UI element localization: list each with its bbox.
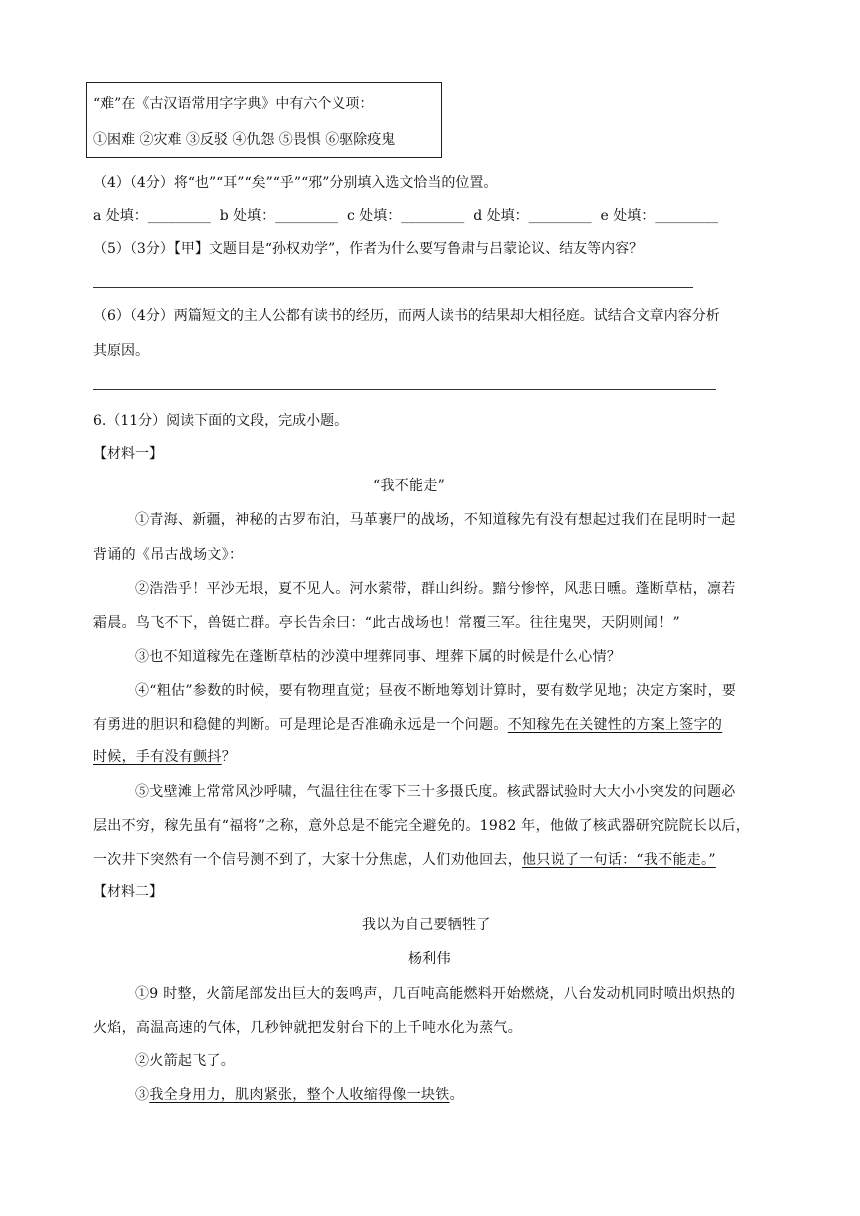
- q4-fill-blanks: a 处填：_________ b 处填：_________ c 处填：_________ d 处填：_________ e 处填：_________: [93, 208, 719, 224]
- m1-underlined-sentence-1-cont: 时候，手有没有颤抖: [93, 749, 222, 765]
- m1-paragraph-4c: [93, 746, 236, 766]
- material-2-label: 【材料二】: [93, 884, 163, 900]
- material-2-author: 杨利伟: [408, 951, 451, 967]
- definition-box: [86, 82, 442, 158]
- m2-p3-number: ③: [135, 1087, 150, 1103]
- definition-line-1: “难”在《古汉语常用字字典》中有六个义项：: [93, 96, 374, 112]
- m1-paragraph-5b: 层出不穷，稼先虽有“福将”之称，意外总是不能完全避免的。1982 年，他做了核武器研究院院长以后，: [93, 818, 751, 834]
- m1-paragraph-2a: ②浩浩乎！平沙无垠，夏不见人。河水萦带，群山纠纷。黯兮惨悴，风悲日曛。蓬断草枯，凛若: [135, 581, 736, 597]
- definition-line-2: ①困难 ②灾难 ③反驳 ④仇怨 ⑤畏惧 ⑥驱除疫鬼: [93, 132, 396, 148]
- m2-p3-period: 。: [449, 1087, 464, 1103]
- q5-answer-line[interactable]: [93, 287, 693, 288]
- m1-underlined-sentence-2: 他只说了一句话：“我不能走。”: [522, 852, 716, 868]
- q5-prompt: （5）（3分）【甲】文题目是“孙权劝学”，作者为什么要写鲁肃与吕蒙论议、结友等内容？: [93, 241, 644, 257]
- m1-paragraph-4a: ④“粗估”参数的时候，要有物理直觉；昼夜不断地筹划计算时，要有数学见地；决定方案时，要: [135, 683, 737, 699]
- m1-p5c-text: 一次井下突然有一个信号测不到了，大家十分焦虑，人们劝他回去，: [93, 852, 522, 868]
- m1-paragraph-1b: 背诵的《吊古战场文》：: [93, 547, 244, 563]
- m2-paragraph-3: [135, 1084, 464, 1104]
- m2-paragraph-1b: 火焰，高温高速的气体，几秒钟就把发射台下的上千吨水化为蒸气。: [93, 1020, 522, 1036]
- material-2-title: 我以为自己要牺牲了: [362, 917, 491, 933]
- m1-paragraph-1a: ①青海、新疆，神秘的古罗布泊，马革裹尸的战场，不知道稼先有没有想起过我们在昆明时一起: [135, 512, 736, 528]
- m2-paragraph-2: ②火箭起飞了。: [135, 1053, 236, 1069]
- m1-paragraph-4b: [93, 714, 722, 734]
- m1-paragraph-3: ③也不知道稼先在蓬断草枯的沙漠中埋葬同事、埋葬下属的时候是什么心情？: [135, 649, 622, 665]
- material-1-title: “我不能走”: [373, 478, 446, 494]
- m1-paragraph-2b: 霜晨。鸟飞不下，兽铤亡群。亭长告余曰：“此古战场也！常覆三军。往往鬼哭，天阴则闻！”: [93, 615, 680, 631]
- m1-paragraph-5c: [93, 849, 716, 869]
- m1-paragraph-5a: ⑤戈壁滩上常常风沙呼啸，气温往往在零下三十多摄氏度。核武器试验时大大小小突发的问题必: [135, 784, 736, 800]
- q6-prompt-line-2: 其原因。: [93, 343, 149, 359]
- m2-underlined-sentence: 我全身用力，肌肉紧张，整个人收缩得像一块铁: [149, 1087, 450, 1103]
- m2-paragraph-1a: ①9 时整，火箭尾部发出巨大的轰鸣声，几百吨高能燃料开始燃烧，八台发动机同时喷出炽热的: [135, 986, 736, 1002]
- question-6-heading: 6.（11分）阅读下面的文段，完成小题。: [93, 413, 349, 429]
- q6-prompt-line-1: （6）（4分）两篇短文的主人公都有读书的经历，而两人读书的结果却大相径庭。试结合文章内容分析: [93, 308, 720, 324]
- q6-answer-line[interactable]: [93, 389, 716, 390]
- m1-underlined-sentence-1: 不知稼先在关键性的方案上签字的: [507, 717, 723, 733]
- material-1-label: 【材料一】: [93, 446, 163, 462]
- m1-question-mark: ？: [221, 749, 237, 765]
- m1-p4b-text: 有勇进的胆识和稳健的判断。可是理论是否准确永远是一个问题。: [93, 717, 508, 733]
- q4-prompt: （4）（4分）将“也”“耳”“矣”“乎”“邪”分别填入选文恰当的位置。: [93, 175, 498, 191]
